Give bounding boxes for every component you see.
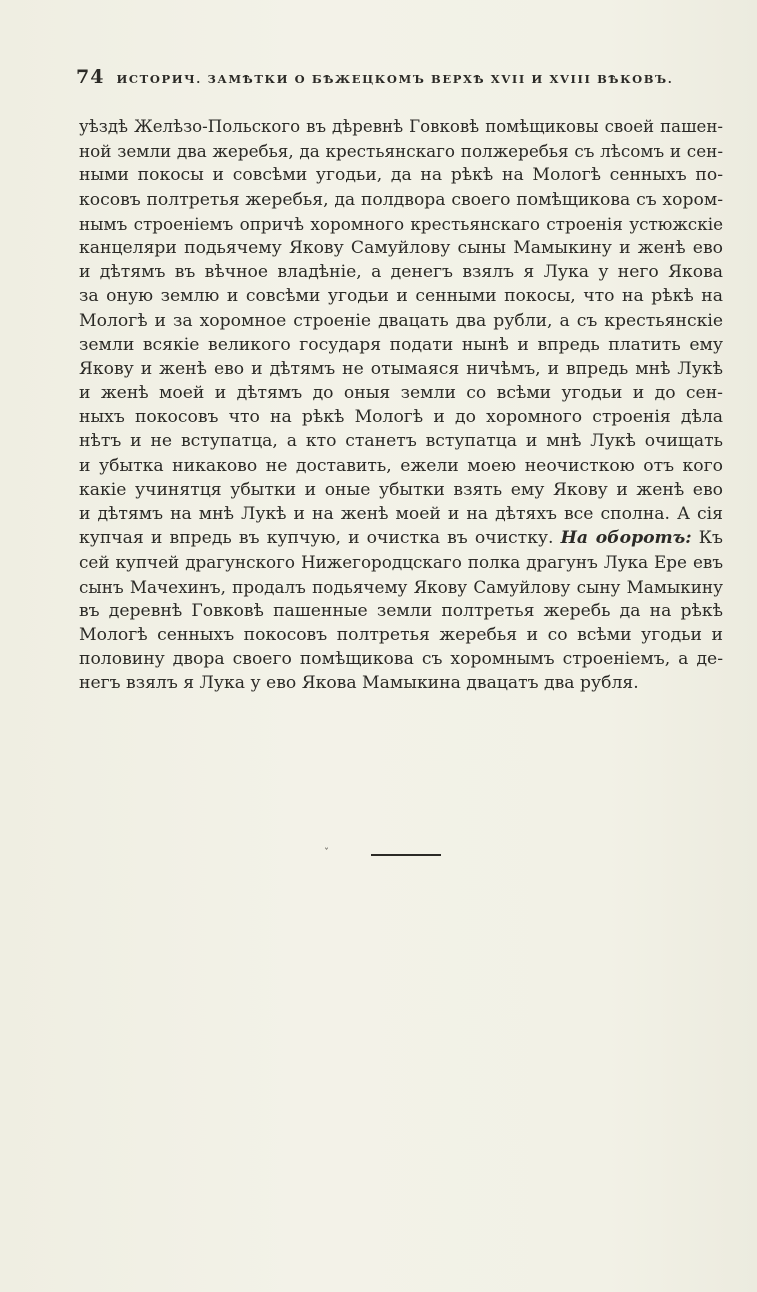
body-text [79, 115, 723, 696]
text-segment: Къ [698, 528, 723, 549]
text-line: нымъ строеніемъ опричѣ хоромного крестьянскаго строенія устюжскіе [79, 213, 723, 234]
text-line: уѣздѣ Желѣзо-Польского въ дѣревнѣ Говковѣ помѣщиковы своей пашен- [79, 117, 723, 136]
ink-speck: ˇ [324, 848, 329, 859]
text-line: косовъ полтретья жеребья, да полдвора своего помѣщикова съ хором- [79, 189, 723, 210]
text-line: Мологѣ сенныхъ покосовъ полтретья жеребья и со всѣми угодьи и [79, 624, 723, 645]
text-line: земли всякіе великого государя подати нынѣ и впредь платить ему [79, 334, 723, 355]
text-segment: купчая и впредь въ купчую, и очистка въ очистку. [79, 528, 554, 549]
text-line: сынъ Мачехинъ, продалъ подьячему Якову Самуйлову сыну Мамыкину [79, 576, 723, 597]
text-line: и убытка никаково не доставить, ежели моею неочисткою отъ кого [79, 455, 723, 476]
text-line: половину двора своего помѣщикова съ хоромнымъ строеніемъ, а де- [79, 649, 723, 670]
text-line-with-italic [79, 526, 723, 550]
section-divider-rule [371, 854, 441, 856]
text-line: сей купчей драгунского Нижегородцскаго полка драгунъ Лука Ере евъ [79, 552, 723, 573]
running-head-title: ИСТОРИЧ. ЗАМѢТКИ О БѢЖЕЦКОМЪ ВЕРХѢ XVII И XVIII ВѢКОВЪ. [116, 72, 674, 86]
text-line: ными покосы и совсѣми угодьи, да на рѣкѣ на Мологѣ сенныхъ по- [79, 165, 723, 186]
text-line: и дѣтямъ въ вѣчное владѣніе, а денегъ взялъ я Лука у него Якова [79, 262, 723, 283]
text-line: ной земли два жеребья, да крестьянскаго полжеребья съ лѣсомъ и сен- [79, 141, 723, 162]
text-line: и женѣ моей и дѣтямъ до оныя земли со всѣми угодьи и до сен- [79, 383, 723, 404]
text-line: Якову и женѣ ево и дѣтямъ не отымаяся ничѣмъ, и впредь мнѣ Лукѣ [79, 358, 723, 379]
text-line: за оную землю и совсѣми угодьи и сенными покосы, что на рѣкѣ на [79, 286, 723, 307]
text-line: какіе учинятця убытки и оные убытки взять ему Якову и женѣ ево [79, 479, 723, 500]
text-line: нѣтъ и не вступатца, а кто станетъ вступатца и мнѣ Лукѣ очищать [79, 431, 723, 452]
italic-phrase: На оборотъ: [560, 528, 692, 549]
text-line: и дѣтямъ на мнѣ Лукѣ и на женѣ моей и на дѣтяхъ все сполна. А сія [79, 504, 723, 524]
text-line: въ деревнѣ Говковѣ пашенные земли полтретья жеребь да на рѣкѣ [79, 600, 723, 621]
page-number: 74 [76, 66, 105, 88]
text-line: негъ взялъ я Лука у ево Якова Мамыкина двацатъ два рубля. [79, 673, 639, 694]
running-head [76, 66, 676, 88]
text-line: канцеляри подьячему Якову Самуйлову сыны Мамыкину и женѣ ево [79, 237, 723, 258]
text-line: ныхъ покосовъ что на рѣкѣ Мологѣ и до хоромного строенія дѣла [79, 407, 723, 428]
text-line: Мологѣ и за хоромное строеніе двацать два рубли, а съ крестьянскіе [79, 310, 723, 331]
